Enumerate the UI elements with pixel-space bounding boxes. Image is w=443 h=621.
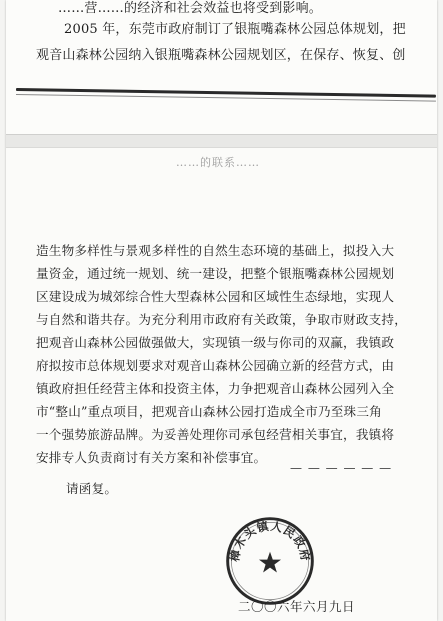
dash-tail: — — — — — — [290,461,393,475]
previous-page-fragment [6,0,437,134]
header-line-1: ……营……的经济和社会效益也将受到影响。 [58,1,323,16]
star-icon [259,552,281,573]
body-line-3: 区建设成为城郊综合性大型森林公园和区域性生态绿地，实现人 [36,289,395,304]
body-line-6: 府拟按市总体规划要求对观音山森林公园确立新的经营方式，由 [36,358,395,373]
official-seal-stamp [224,515,316,607]
body-line-10: 安排专人负责商讨有关方案和补偿事宜。 [36,450,267,465]
svg-text:樟木头镇人民政府: 樟木头镇人民政府 [227,518,313,563]
header-line-2: 2005 年，东莞市政府制订了银瓶嘴森林公园总体规划，把 [64,22,406,37]
page-gap [6,134,437,148]
document-page [6,0,437,621]
document-date: 二〇〇六年六月九日 [238,599,356,614]
body-line-2: 量资金，通过统一规划、统一建设，把整个银瓶嘴森林公园规划 [36,266,395,281]
body-line-7: 镇政府担任经营主体和投资主体，力争把观音山森林公园列入全 [36,381,395,396]
page-fold-shadow [16,88,436,98]
body-line-1: 造生物多样性与景观多样性的自然生态环境的基础上，拟投入大 [36,243,395,258]
header-line-3: 观音山森林公园纳入银瓶嘴森林公园规划区，在保存、恢复、创 [36,48,406,63]
closing-line: 请函复。 [66,481,118,496]
faint-heading: ……的联系…… [176,156,260,169]
body-line-4: 与自然和谐共存。为充分利用市政府有关政策，争取市财政支持， [36,312,408,327]
body-line-9: 一个强势旅游品牌。为妥善处理你司承包经营相关事宜，我镇将 [36,427,395,442]
body-line-8: 市“整山”重点项目，把观音山森林公园打造成全市乃至珠三角 [36,404,382,419]
body-line-5: 把观音山森林公园做强做大，实现镇一级与你司的双赢，我镇政 [36,335,395,350]
